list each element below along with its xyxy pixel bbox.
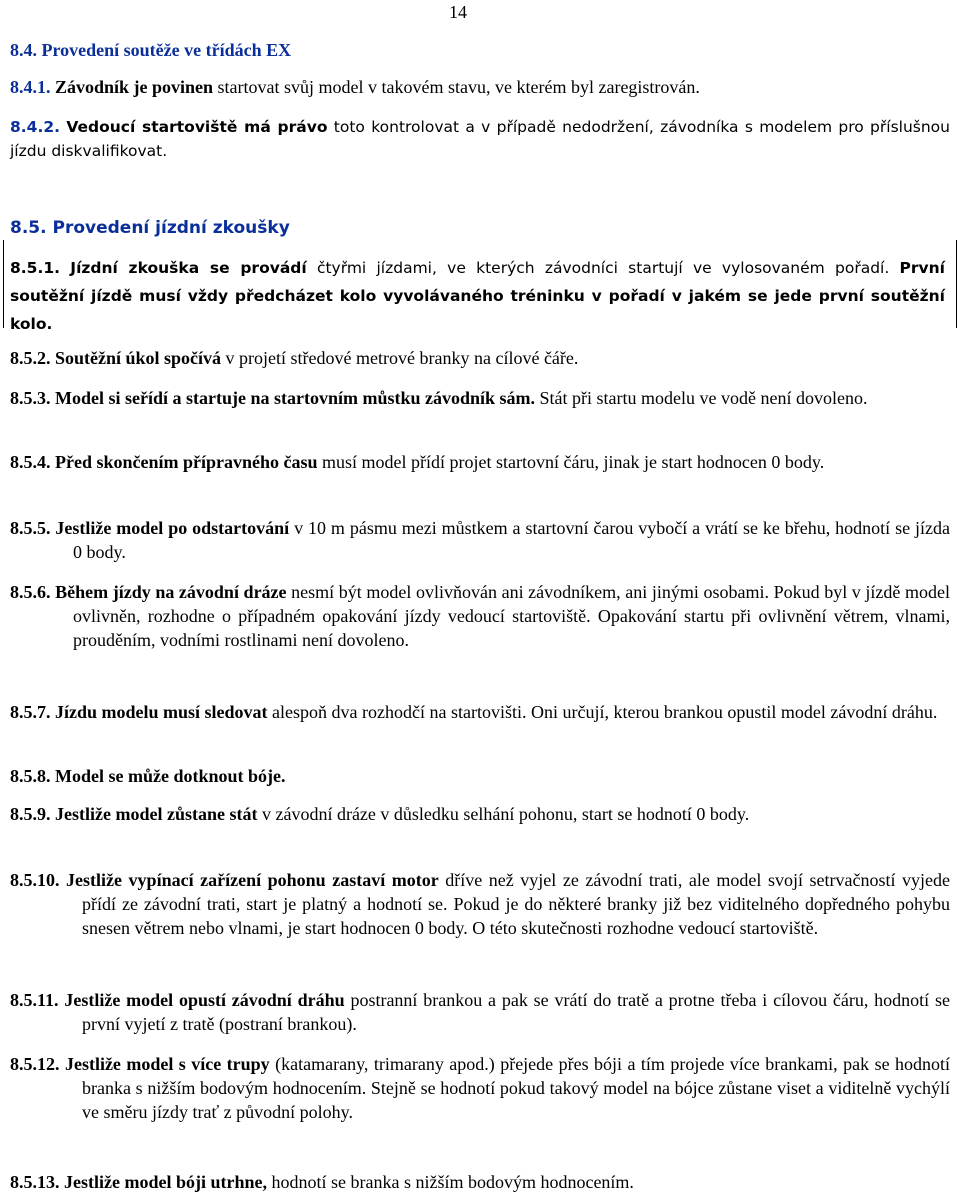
- paragraph-lead: Jízdní zkouška se provádí: [70, 259, 307, 277]
- paragraph-8-5-7: [10, 700, 950, 724]
- paragraph-text: v závodní dráze v důsledku selhání pohonu, start se hodnotí 0 body.: [257, 804, 750, 824]
- page-number: 14: [449, 2, 467, 22]
- paragraph-lead: Jízdu modelu musí sledovat: [55, 702, 268, 722]
- paragraph-number: 8.5.4.: [10, 452, 51, 472]
- paragraph-number: 8.5.3.: [10, 388, 51, 408]
- paragraph-8-5-4: [10, 450, 950, 474]
- paragraph-8-5-5: [10, 516, 950, 564]
- paragraph-8-4-2: [10, 115, 950, 163]
- paragraph-8-5-6: [10, 580, 950, 652]
- paragraph-number: 8.5.7.: [10, 702, 51, 722]
- paragraph-number: 8.5.12.: [10, 1054, 60, 1074]
- paragraph-number: 8.5.2.: [10, 348, 51, 368]
- section-heading-8-5: 8.5. Provedení jízdní zkoušky: [10, 218, 290, 238]
- paragraph-text: musí model přídí projet startovní čáru, jinak je start hodnocen 0 body.: [317, 452, 825, 472]
- right-margin-bar: [956, 240, 957, 328]
- paragraph-lead: Jestliže vypínací zařízení pohonu zastaví motor: [66, 870, 439, 890]
- paragraph-number: 8.5.11.: [10, 990, 59, 1010]
- paragraph-number: 8.5.6.: [10, 582, 51, 602]
- paragraph-number: 8.5.5.: [10, 518, 51, 538]
- paragraph-lead: Jestliže model po odstartování: [55, 518, 290, 538]
- paragraph-text: startovat svůj model v takovém stavu, ve kterém byl zaregistrován.: [213, 77, 700, 97]
- paragraph-8-5-1: [10, 254, 945, 338]
- paragraph-lead: Jestliže model zůstane stát: [55, 804, 258, 824]
- paragraph-8-5-10: [10, 868, 950, 940]
- paragraph-text: alespoň dva rozhodčí na startovišti. Oni určují, kterou brankou opustil model závodní dráhu.: [267, 702, 938, 722]
- paragraph-text: čtyřmi jízdami, ve kterých závodníci startují ve vylosovaném pořadí.: [306, 259, 900, 277]
- paragraph-lead: Model si seřídí a startuje na startovním můstku závodník sám.: [55, 388, 536, 408]
- paragraph-text: nesmí být model ovlivňován ani závodníkem, ani jinými osobami. Pokud byl v jízdě model ovlivněn, rozhodne o případném opakování jízdy vedoucí startoviště. Opakování startu při ovlivnění větrem, vlnami, prouděním, vodními rostlinami není dovoleno.: [73, 582, 950, 650]
- paragraph-8-5-3: [10, 386, 950, 410]
- paragraph-text: v projetí středové metrové branky na cílové čáře.: [221, 348, 579, 368]
- paragraph-8-5-12: [10, 1052, 950, 1124]
- paragraph-number: 8.4.2.: [10, 118, 61, 136]
- paragraph-text: Stát při startu modelu ve vodě není dovoleno.: [535, 388, 868, 408]
- section-heading-8-4: 8.4. Provedení soutěže ve třídách EX: [10, 40, 292, 60]
- paragraph-8-5-13: [10, 1170, 950, 1194]
- paragraph-lead: Soutěžní úkol spočívá: [55, 348, 222, 368]
- left-margin-bar: [3, 240, 4, 328]
- paragraph-text: dříve než vyjel ze závodní trati, ale model svojí setrvačností vyjede přídí ze závodní trati, start je platný a hodnotí se. Pokud je do některé branky již bez viditelného dopředného pohybu snesen větrem nebo vlnami, je start hodnocen 0 body. O této skutečnosti rozhodne vedoucí startoviště.: [82, 870, 950, 938]
- paragraph-lead: Vedoucí startoviště má právo: [66, 118, 328, 136]
- paragraph-lead: Jestliže model s více trupy: [64, 1054, 270, 1074]
- paragraph-8-5-8: [10, 764, 950, 788]
- paragraph-lead: Před skončením přípravného času: [55, 452, 318, 472]
- paragraph-lead-2: První soutěžní jízdě musí vždy předcházet kolo vyvolávaného tréninku v pořadí v jakém se jede první soutěžní kolo.: [10, 259, 945, 333]
- paragraph-number: 8.5.8.: [10, 766, 51, 786]
- paragraph-text: (katamarany, trimarany apod.) přejede přes bóji a tím projede více brankami, pak se hodnotí branka s nižším bodovým hodnocením. Stejně se hodnotí pokud takový model na bójce zůstane viset a viditelně vychýlí ve směru jízdy trať z původní polohy.: [82, 1054, 951, 1122]
- paragraph-8-4-1: [10, 75, 950, 99]
- paragraph-number: 8.5.10.: [10, 870, 60, 890]
- paragraph-text: hodnotí se branka s nižším bodovým hodnocením.: [266, 1172, 634, 1192]
- paragraph-number: 8.5.9.: [10, 804, 51, 824]
- paragraph-lead: Jestliže model bóji utrhne,: [64, 1172, 267, 1192]
- paragraph-8-5-11: [10, 988, 950, 1036]
- paragraph-lead: Model se může dotknout bóje.: [55, 766, 286, 786]
- paragraph-text: v 10 m pásmu mezi můstkem a startovní čarou vybočí a vrátí se ke břehu, hodnotí se jízda 0 body.: [73, 518, 950, 562]
- paragraph-number: 8.5.13.: [10, 1172, 60, 1192]
- paragraph-text: postranní brankou a pak se vrátí do tratě a protne třeba i cílovou čáru, hodnotí se první vyjetí z tratě (postraní brankou).: [82, 990, 950, 1034]
- paragraph-lead: Závodník je povinen: [55, 77, 214, 97]
- paragraph-lead: Jestliže model opustí závodní dráhu: [64, 990, 345, 1010]
- paragraph-lead: Během jízdy na závodní dráze: [55, 582, 287, 602]
- paragraph-text: toto kontrolovat a v případě nedodržení, závodníka s modelem pro příslušnou jízdu diskvalifikovat.: [10, 118, 950, 160]
- paragraph-number: 8.5.1.: [10, 259, 61, 277]
- paragraph-8-5-2: [10, 346, 950, 370]
- paragraph-number: 8.4.1.: [10, 77, 51, 97]
- paragraph-8-5-9: [10, 802, 950, 826]
